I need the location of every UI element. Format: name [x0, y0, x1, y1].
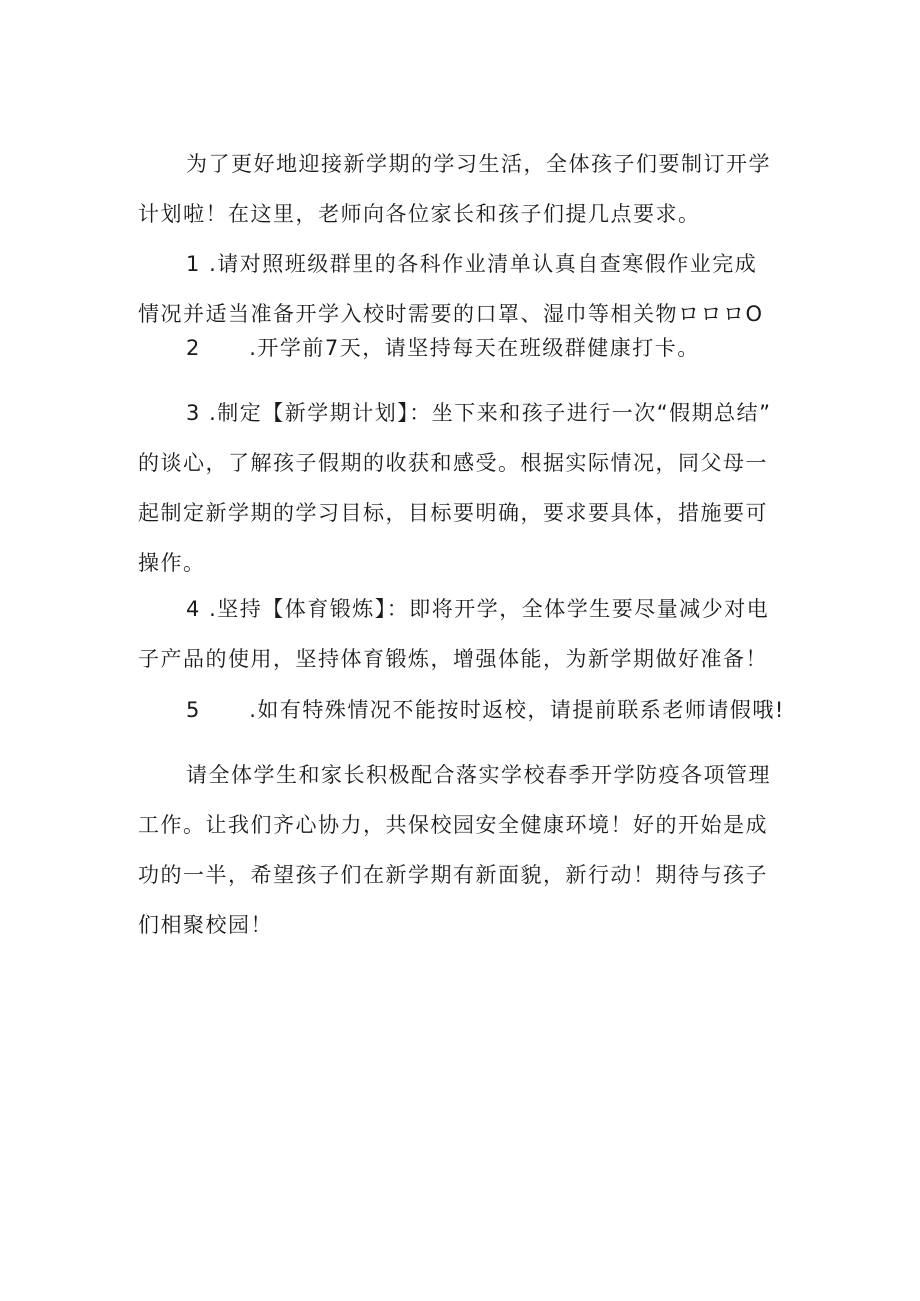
item-text-line-2: 子产品的使用，坚持体育锻炼，增强体能，为新学期做好准备！: [138, 647, 768, 671]
item-text-line-1: .制定【新学期计划】：坐下来和孩子进行一次“假期总结”: [209, 401, 772, 425]
intro-line-1: 为了更好地迎接新学期的学习生活，全体孩子们要制订开学: [186, 152, 771, 176]
item-text-line-1: .坚持【体育锻炼】：即将开学，全体学生要尽量减少对电: [209, 597, 770, 621]
list-item-5: [138, 685, 798, 735]
item-number: 5: [186, 698, 201, 722]
closing-paragraph: [138, 750, 798, 950]
item-text-line-1: .如有特殊情况不能按时返校，请提前联系老师请假哦!: [249, 698, 785, 722]
item-number: 1: [186, 252, 201, 276]
item-text-line-1: .请对照班级群里的各科作业清单认真自查寒假作业完成: [209, 252, 758, 276]
closing-line-1: 请全体学生和家长积极配合落实学校春季开学防疫各项管理: [186, 763, 771, 787]
item-text-line-4: 操作。: [138, 551, 206, 575]
item-number: 4: [186, 597, 201, 621]
closing-line-3: 功的一半，希望孩子们在新学期有新面貌，新行动！期待与孩子: [138, 863, 768, 887]
item-number: 2: [186, 336, 201, 360]
closing-line-2: 工作。让我们齐心协力，共保校园安全健康环境！好的开始是成: [138, 813, 768, 837]
item-text-line-3: 起制定新学期的学习目标，目标要明确，要求要具体，措施要可: [138, 501, 768, 525]
item-text-line-2: 情况并适当准备开学入校时需要的口罩、湿巾等相关物ロロロO: [138, 302, 764, 326]
item-text-line-2: 的谈心，了解孩子假期的收获和感受。根据实际情况，同父母一: [138, 451, 768, 475]
item-number: 3: [186, 401, 201, 425]
list-item-4: [138, 584, 798, 684]
item-text-line-1: .开学前7天，请坚持每天在班级群健康打卡。: [249, 336, 700, 360]
list-item-3: [138, 388, 798, 588]
closing-line-4: 们相聚校园！: [138, 913, 273, 937]
list-item-2: [138, 323, 798, 373]
intro-paragraph: [138, 139, 798, 239]
intro-line-2: 计划啦！在这里，老师向各位家长和孩子们提几点要求。: [138, 202, 701, 226]
